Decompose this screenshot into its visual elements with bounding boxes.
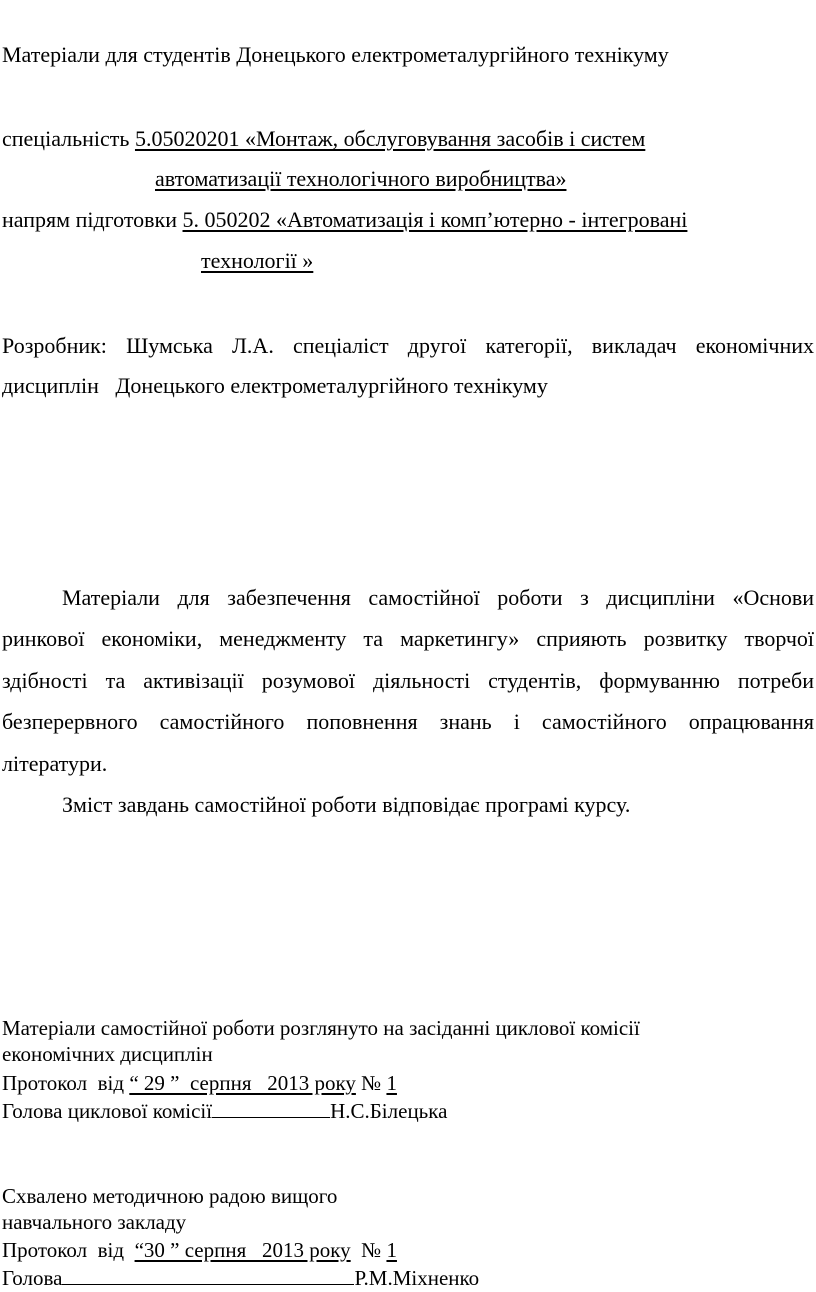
description-word: та xyxy=(105,668,126,693)
council-head xyxy=(2,1264,479,1291)
council-line-2: навчального закладу xyxy=(2,1210,187,1234)
developer-word: Шумська xyxy=(126,333,213,358)
description-word: студентів, xyxy=(488,668,582,693)
description-word: для xyxy=(177,585,210,610)
description-word: розвитку xyxy=(643,626,728,651)
description-word: «Основи xyxy=(732,585,815,610)
description-word: забезпечення xyxy=(227,585,351,610)
description-word: маркетингу» xyxy=(400,626,520,651)
materials-title: Матеріали для студентів Донецького електрометалургійного технікуму xyxy=(2,42,669,67)
description-line-2 xyxy=(2,626,814,652)
description-word: опрацювання xyxy=(688,709,815,734)
direction-value-continued: технології » xyxy=(201,248,314,273)
developer-word: Розробник: xyxy=(2,333,107,358)
council-protocol-label: Протокол від xyxy=(2,1238,135,1262)
description-line-5: літератури. xyxy=(2,751,108,776)
council-protocol-date: “30 ” серпня 2013 року xyxy=(134,1238,351,1262)
description-word: самостійного xyxy=(541,709,667,734)
description-word: безперервного xyxy=(2,709,138,734)
developer-word: викладач xyxy=(591,333,677,358)
direction-line-1 xyxy=(2,207,687,233)
developer-word: економічних xyxy=(695,333,815,358)
description-word: творчої xyxy=(744,626,815,651)
description-word: формуванню xyxy=(599,668,720,693)
description-line-4 xyxy=(2,709,814,735)
commission-protocol-date: “ 29 ” серпня 2013 року xyxy=(129,1071,356,1095)
council-head-label: Голова xyxy=(2,1266,63,1290)
description-word: Матеріали xyxy=(62,585,160,610)
council-protocol xyxy=(2,1237,397,1263)
specialty-value-continued: автоматизації технологічного виробництва» xyxy=(155,166,567,191)
developer-line-2: дисциплін Донецького електрометалургійного технікуму xyxy=(2,373,548,398)
description-word: і xyxy=(513,709,520,734)
description-word: сприяють xyxy=(536,626,627,651)
commission-line-2: економічних дисциплін xyxy=(2,1042,213,1066)
direction-value: 5. 050202 «Автоматизація і комп’ютерно - інтегровані xyxy=(182,207,688,232)
council-line-1: Схвалено методичною радою вищого xyxy=(2,1184,338,1208)
direction-label: напрям підготовки xyxy=(2,207,178,232)
commission-protocol xyxy=(2,1070,397,1096)
specialty-value: 5.05020201 «Монтаж, обслуговування засобів і систем xyxy=(134,126,646,151)
description-word: поповнення xyxy=(306,709,418,734)
description-line-1 xyxy=(62,585,814,611)
description-line-3 xyxy=(2,668,814,694)
commission-line-1: Матеріали самостійної роботи розглянуто на засіданні циклової комісії xyxy=(2,1016,640,1040)
commission-protocol-number: 1 xyxy=(386,1071,397,1095)
description-word: здібності xyxy=(2,668,88,693)
description-word: роботи xyxy=(497,585,563,610)
description-word: ринкової xyxy=(2,626,85,651)
description-word: самостійної xyxy=(368,585,480,610)
council-protocol-number: 1 xyxy=(386,1238,397,1262)
description-line-6: Зміст завдань самостійної роботи відповідає програмі курсу. xyxy=(62,792,631,817)
description-word: знань xyxy=(439,709,492,734)
commission-protocol-number-label: № xyxy=(355,1071,387,1095)
signature-blank xyxy=(212,1097,330,1118)
signature-blank xyxy=(62,1264,354,1285)
specialty-line-1 xyxy=(2,126,645,152)
commission-head-name: Н.С.Білецька xyxy=(330,1099,448,1123)
commission-head-label: Голова циклової комісії xyxy=(2,1099,213,1123)
developer-line-1 xyxy=(2,333,814,359)
commission-head xyxy=(2,1097,447,1124)
developer-word: другої xyxy=(407,333,467,358)
council-protocol-number-label: № xyxy=(350,1238,387,1262)
description-word: та xyxy=(363,626,384,651)
specialty-label: спеціальність xyxy=(2,126,130,151)
description-word: розумової xyxy=(261,668,355,693)
description-word: з xyxy=(580,585,589,610)
description-word: менеджменту xyxy=(219,626,347,651)
description-word: потреби xyxy=(737,668,815,693)
commission-protocol-label: Протокол від xyxy=(2,1071,130,1095)
description-word: самостійного xyxy=(159,709,285,734)
developer-word: Л.А. xyxy=(232,333,274,358)
description-word: дисципліни xyxy=(606,585,715,610)
description-word: діяльності xyxy=(372,668,471,693)
developer-word: категорії, xyxy=(485,333,573,358)
description-word: економіки, xyxy=(101,626,203,651)
developer-word: спеціаліст xyxy=(293,333,389,358)
council-head-name: Р.М.Міхненко xyxy=(354,1266,480,1290)
description-word: активізації xyxy=(143,668,244,693)
